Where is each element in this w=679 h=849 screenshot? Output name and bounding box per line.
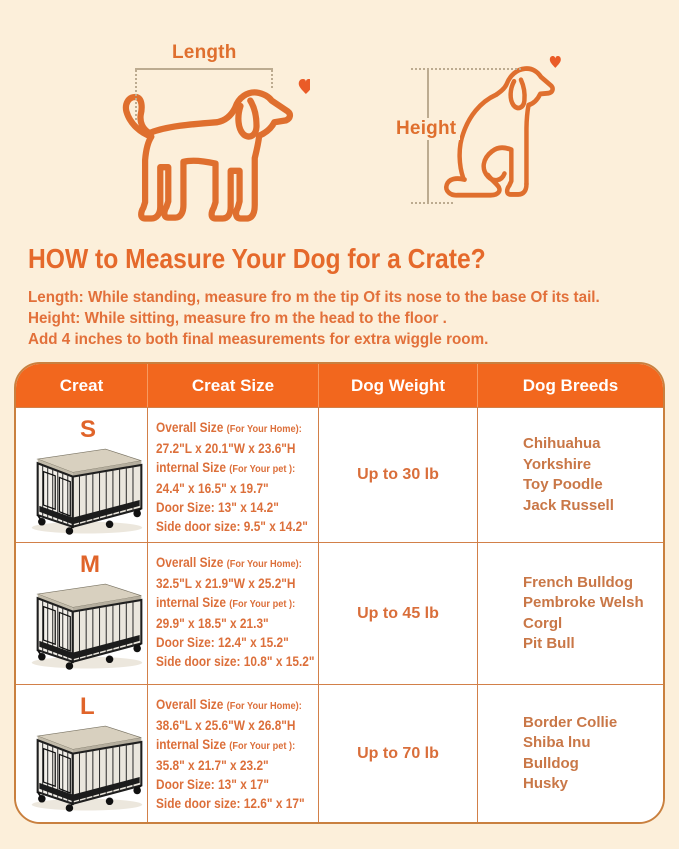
crate-photo-medium bbox=[24, 569, 150, 671]
internal-size-note: (For Your pet ): bbox=[229, 598, 296, 610]
breed-item: Pembroke Welsh bbox=[523, 594, 644, 611]
table-row-l-crate-cell bbox=[16, 684, 148, 822]
measuring-instructions bbox=[28, 287, 630, 350]
door-size: Door Size: 12.4" x 15.2" bbox=[156, 635, 289, 650]
side-door-size: Side door size: 12.6" x 17" bbox=[156, 796, 305, 811]
crate-size-letter: S bbox=[80, 416, 97, 443]
side-door-size: Side door size: 10.8" x 15.2" bbox=[156, 654, 315, 669]
breed-item: Jack Russell bbox=[523, 496, 614, 514]
table-row-m-weight-cell: Up to 45 lb bbox=[319, 542, 478, 684]
table-row-l-size-cell bbox=[148, 684, 319, 822]
crate-size-letter: M bbox=[80, 551, 100, 578]
internal-size-value: 35.8" x 21.7" x 23.2" bbox=[156, 758, 269, 773]
overall-size-value: 38.6"L x 25.6"W x 26.8"H bbox=[156, 718, 296, 733]
table-row-s-crate-cell bbox=[16, 407, 148, 542]
breed-item: Bulldog bbox=[523, 754, 579, 772]
breed-item: Pit Bull bbox=[523, 635, 575, 652]
overall-size-value: 27.2"L x 20.1"W x 23.6"H bbox=[156, 441, 296, 456]
internal-size-label: internal Size bbox=[156, 595, 226, 610]
length-dimension-tick-left bbox=[135, 70, 137, 120]
breed-item: Corgl bbox=[523, 614, 563, 632]
breed-item: French Bulldog bbox=[523, 573, 633, 591]
breed-item: Husky bbox=[523, 775, 569, 792]
overall-size-value: 32.5"L x 21.9"W x 25.2"H bbox=[156, 576, 296, 591]
crate-photo-large bbox=[24, 711, 150, 813]
internal-size-value: 24.4" x 16.5" x 19.7" bbox=[156, 481, 269, 496]
instruction-wiggle-room: Add 4 inches to both final measurements for extra wiggle room. bbox=[28, 331, 489, 348]
length-label: Length bbox=[172, 42, 237, 63]
internal-size-note: (For Your pet ): bbox=[229, 740, 296, 752]
heart-icon bbox=[550, 56, 561, 68]
column-header-creat-size: Creat Size bbox=[148, 364, 319, 407]
overall-size-label: Overall Size bbox=[156, 555, 224, 570]
breed-item: Chihuahua bbox=[523, 435, 601, 452]
door-size: Door Size: 13" x 17" bbox=[156, 777, 269, 792]
page-title: HOW to Measure Your Dog for a Crate? bbox=[28, 243, 486, 274]
overall-size-label: Overall Size bbox=[156, 420, 224, 435]
internal-size-value: 29.9" x 18.5" x 21.3" bbox=[156, 616, 269, 631]
column-header-dog-breeds: Dog Breeds bbox=[478, 364, 663, 407]
instruction-height: Height: While sitting, measure fro m the head to the floor . bbox=[28, 310, 447, 327]
door-size: Door Size: 13" x 14.2" bbox=[156, 500, 279, 515]
table-row-m-crate-cell bbox=[16, 542, 148, 684]
breed-item: Yorkshire bbox=[523, 455, 592, 473]
column-header-dog-weight: Dog Weight bbox=[319, 364, 478, 407]
internal-size-label: internal Size bbox=[156, 460, 226, 475]
internal-size-label: internal Size bbox=[156, 737, 226, 752]
internal-size-note: (For Your pet ): bbox=[229, 463, 296, 475]
length-dimension-line bbox=[135, 68, 273, 70]
table-row-s-size-cell bbox=[148, 407, 319, 542]
overall-size-note: (For Your Home): bbox=[226, 558, 302, 570]
height-dimension-tick-top bbox=[411, 68, 521, 70]
table-row-l-breeds-cell bbox=[478, 684, 663, 822]
table-row-s-breeds-cell bbox=[478, 407, 663, 542]
crate-size-table bbox=[14, 362, 665, 824]
overall-size-note: (For Your Home): bbox=[226, 700, 302, 712]
breed-item: Border Collie bbox=[523, 713, 618, 731]
instruction-length: Length: While standing, measure fro m the tip Of its nose to the base Of its tail. bbox=[28, 289, 600, 306]
length-dimension-tick-right bbox=[271, 70, 273, 88]
table-row-m-size-cell bbox=[148, 542, 319, 684]
crate-size-letter: L bbox=[80, 693, 95, 720]
column-header-creat: Creat bbox=[16, 364, 148, 407]
crate-photo-small bbox=[24, 434, 150, 536]
table-row-m-breeds-cell bbox=[478, 542, 663, 684]
breed-item: Shiba lnu bbox=[523, 734, 591, 751]
height-dimension-tick-bottom bbox=[411, 202, 453, 204]
table-row-s-weight-cell: Up to 30 lb bbox=[319, 407, 478, 542]
overall-size-note: (For Your Home): bbox=[226, 423, 302, 435]
side-door-size: Side door size: 9.5" x 14.2" bbox=[156, 519, 308, 534]
heart-icon bbox=[299, 79, 310, 94]
table-row-l-weight-cell: Up to 70 lb bbox=[319, 684, 478, 822]
breed-item: Toy Poodle bbox=[523, 476, 603, 493]
height-label: Height bbox=[392, 118, 460, 140]
overall-size-label: Overall Size bbox=[156, 697, 224, 712]
